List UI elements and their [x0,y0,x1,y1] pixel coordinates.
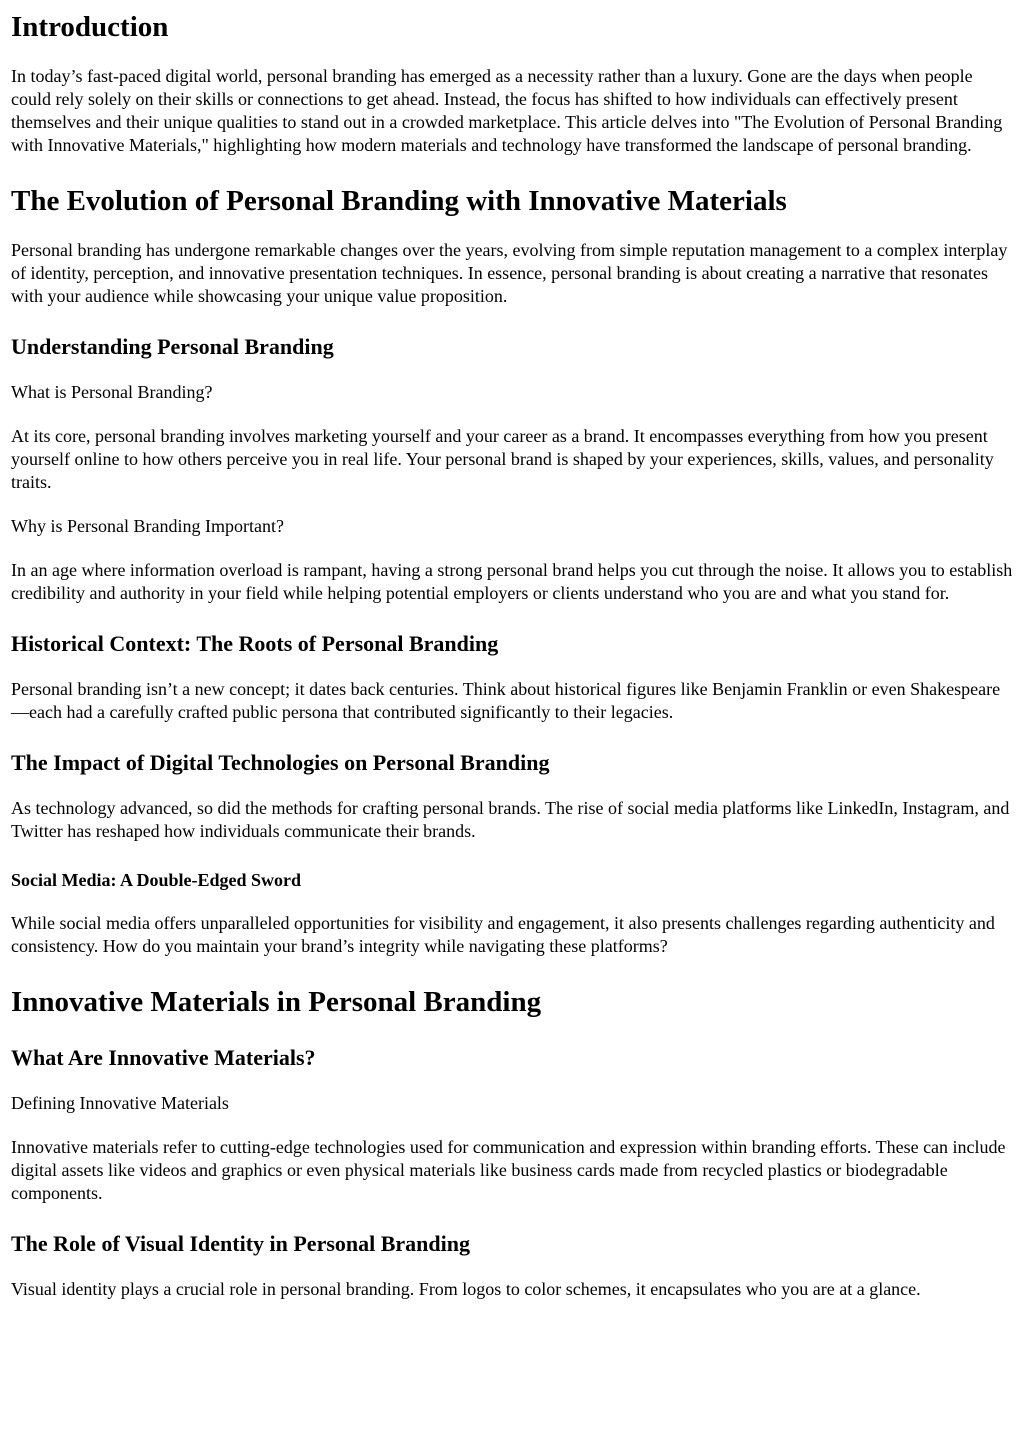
paragraph-defining: Innovative materials refer to cutting-edge technologies used for communication and expression within branding efforts. These can include digital assets like videos and graphics or even physical materials like business cards made from recycled plastics or biodegradable components. [11,1137,1006,1203]
paragraph-why-important: In an age where information overload is rampant, having a strong personal brand helps you cut through the noise. It allows you to establish credibility and authority in your field while helping potential employers or clients understand who you are and what you stand for. [11,560,1013,603]
paragraph-visual-identity: Visual identity plays a crucial role in personal branding. From logos to color schemes, it encapsulates who you are at a glance. [11,1279,921,1299]
article [0,10,1024,1301]
heading-digital: The Impact of Digital Technologies on Personal Branding [11,750,550,775]
heading-historical: Historical Context: The Roots of Personal Branding [11,631,499,656]
paragraph-introduction: In today’s fast-paced digital world, personal branding has emerged as a necessity rather than a luxury. Gone are the days when people could rely solely on their skills or connections to get ahead. Instead, the focus has shifted to how individuals can effectively present themselves and their unique qualities to stand out in a crowded marketplace. This article delves into "The Evolution of Personal Branding with Innovative Materials," highlighting how modern materials and technology have transformed the landscape of personal branding. [11,66,1003,155]
paragraph-historical: Personal branding isn’t a new concept; it dates back centuries. Think about historical figures like Benjamin Franklin or even Shakespeare—each had a carefully crafted public persona that contributed significantly to their legacies. [11,679,1001,722]
heading-innovative-materials: Innovative Materials in Personal Branding [11,986,542,1018]
heading-evolution: The Evolution of Personal Branding with Innovative Materials [11,185,787,217]
question-defining: Defining Innovative Materials [11,1093,229,1113]
question-what-is: What is Personal Branding? [11,382,213,402]
question-why-important: Why is Personal Branding Important? [11,516,284,536]
paragraph-social-media: While social media offers unparalleled opportunities for visibility and engagement, it also presents challenges regarding authenticity and consistency. How do you maintain your brand’s integrity while navigating these platforms? [11,913,995,956]
heading-social-media: Social Media: A Double-Edged Sword [11,870,302,890]
paragraph-what-is: At its core, personal branding involves marketing yourself and your career as a brand. It encompasses everything from how you present yourself online to how others perceive you in real life. Your personal brand is shaped by your experiences, skills, values, and personality traits. [11,426,994,492]
heading-what-are: What Are Innovative Materials? [11,1045,316,1070]
heading-introduction: Introduction [11,11,169,43]
heading-understanding: Understanding Personal Branding [11,334,334,359]
paragraph-evolution: Personal branding has undergone remarkable changes over the years, evolving from simple reputation management to a complex interplay of identity, perception, and innovative presentation techniques. In essence, personal branding is about creating a narrative that resonates with your audience while showcasing your unique value proposition. [11,240,1008,306]
heading-visual-identity: The Role of Visual Identity in Personal Branding [11,1231,471,1256]
paragraph-digital: As technology advanced, so did the methods for crafting personal brands. The rise of social media platforms like LinkedIn, Instagram, and Twitter has reshaped how individuals communicate their brands. [11,798,1010,841]
